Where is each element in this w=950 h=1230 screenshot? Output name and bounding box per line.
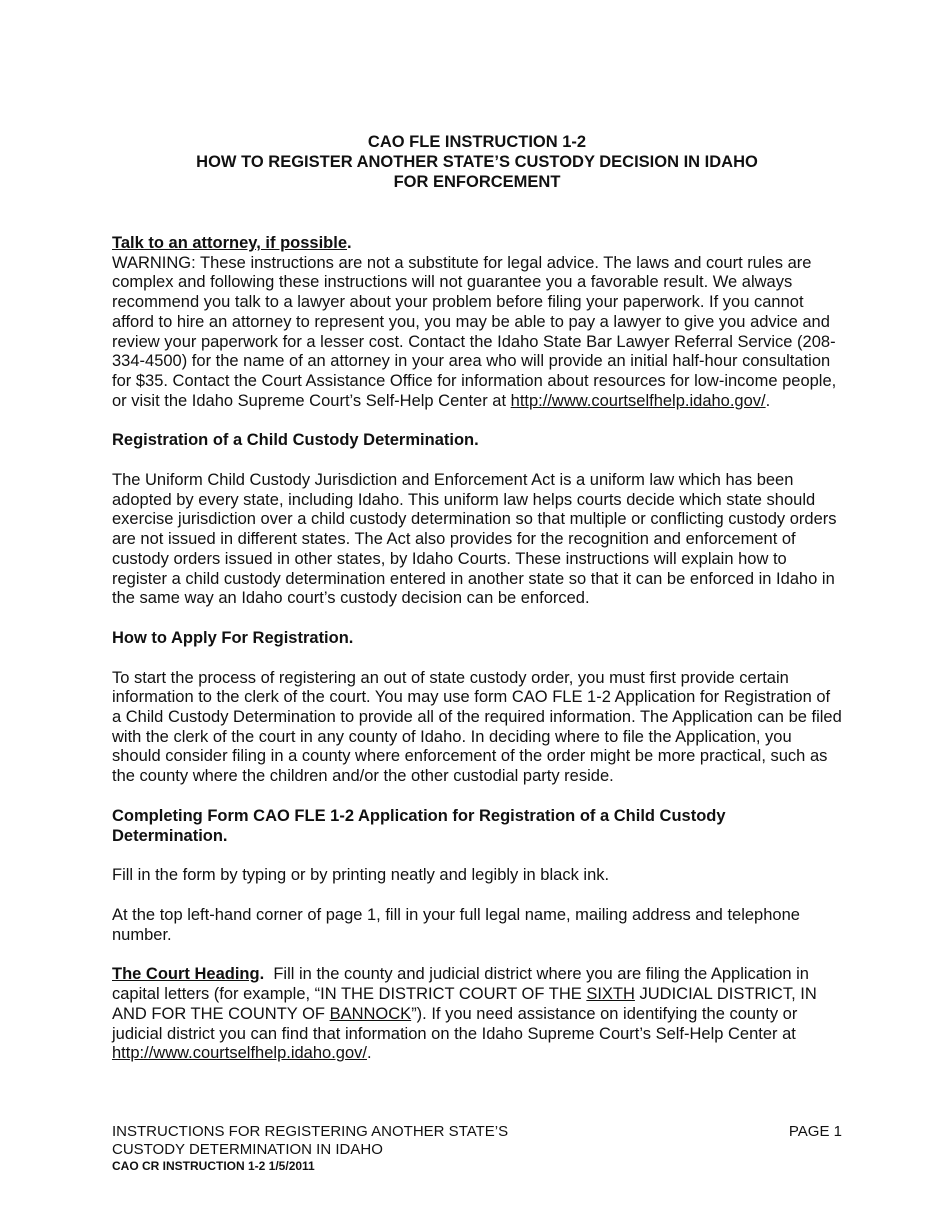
completing-heading: Completing Form CAO FLE 1-2 Application for Registration of a Child Custody Determination. <box>112 806 726 845</box>
title-line-3: FOR ENFORCEMENT <box>393 173 561 191</box>
self-help-link[interactable]: http://www.courtselfhelp.idaho.gov/ <box>510 391 766 410</box>
page-number: PAGE 1 <box>788 1123 842 1140</box>
example-county: BANNOCK <box>329 1004 412 1023</box>
court-heading-text-1: Fill in the county and judicial district where you are filing the Application in capital letters (for example, “IN THE DISTRICT COURT OF THE <box>112 965 814 1004</box>
self-help-link-2[interactable]: http://www.courtselfhelp.idaho.gov/ <box>112 1044 367 1063</box>
footer-form-id: CAO CR INSTRUCTION 1-2 1/5/2011 <box>112 1159 315 1173</box>
court-heading-label: The Court Heading <box>112 965 260 984</box>
apply-body: To start the process of registering an out of state custody order, you must first provide certain information to the clerk of the court. You may use form CAO FLE 1-2 Application for Registration of a Child Custody Determination to provide all of the required information. The Application can be filed with the clerk of the court in any county of Idaho. In deciding where to file the Application, you should consider filing in a county where enforcement of the order might be more practical, such as the county where the children and/or the other custodial party reside. <box>112 668 842 786</box>
attorney-section <box>112 234 842 411</box>
document-title <box>112 132 842 192</box>
completing-para-2: At the top left-hand corner of page 1, fill in your full legal name, mailing address and telephone number. <box>112 905 800 944</box>
attorney-heading-period: . <box>347 234 352 252</box>
apply-heading: How to Apply For Registration. <box>112 628 354 647</box>
document-page <box>112 132 842 1064</box>
court-heading-label-period: . <box>259 965 265 984</box>
registration-body: The Uniform Child Custody Jurisdiction and Enforcement Act is a uniform law which has been adopted by every state, including Idaho. This uniform law helps courts decide which state should exercise jurisdiction over a child custody determination so that multiple or conflicting custody orders are not issued in different states. The Act also provides for the recognition and enforcement of custody orders issued in other states, by Idaho Courts. These instructions will explain how to register a child custody determination entered in another state so that it can be enforced in Idaho in the same way an Idaho court’s custody decision can be enforced. <box>112 471 837 608</box>
title-line-2: HOW TO REGISTER ANOTHER STATE’S CUSTODY DECISION IN IDAHO <box>196 153 758 171</box>
court-heading-section <box>112 965 842 1064</box>
court-heading-text-2: JUDICIAL DISTRICT, IN AND FOR THE COUNTY OF <box>112 985 817 1023</box>
completing-para-1: Fill in the form by typing or by printing neatly and legibly in black ink. <box>112 866 610 885</box>
example-district: SIXTH <box>586 985 635 1004</box>
footer-line-2: CUSTODY DETERMINATION IN IDAHO <box>112 1141 383 1158</box>
title-line-1: CAO FLE INSTRUCTION 1-2 <box>367 133 587 151</box>
attorney-body: WARNING: These instructions are not a substitute for legal advice. The laws and court rules are complex and following these instructions will not guarantee you a favorable result. We always recommend you talk to a lawyer about your problem before filing your paperwork. If you cannot afford to hire an attorney to represent you, you may be able to pay a lawyer to give you advice and review your paperwork for a lesser cost. Contact the Idaho State Bar Lawyer Referral Service (208-334-4500) for the name of an attorney in your area who will provide an initial half-hour consultation for $35. Contact the Court Assistance Office for information about resources for low-income people, or visit the Idaho Supreme Court’s Self-Help Center at <box>112 253 837 410</box>
court-heading-after-link: . <box>366 1044 372 1063</box>
attorney-after-link: . <box>765 391 771 410</box>
footer-line-1: INSTRUCTIONS FOR REGISTERING ANOTHER STATE’S <box>112 1123 509 1140</box>
court-heading-text-3: ”). If you need assistance on identifying the county or judicial district you can find that information on the Idaho Supreme Court’s Self-Help Center at <box>112 1004 798 1043</box>
registration-heading: Registration of a Child Custody Determination. <box>112 431 479 450</box>
page-footer <box>112 1123 842 1173</box>
attorney-heading: Talk to an attorney, if possible <box>112 234 348 252</box>
